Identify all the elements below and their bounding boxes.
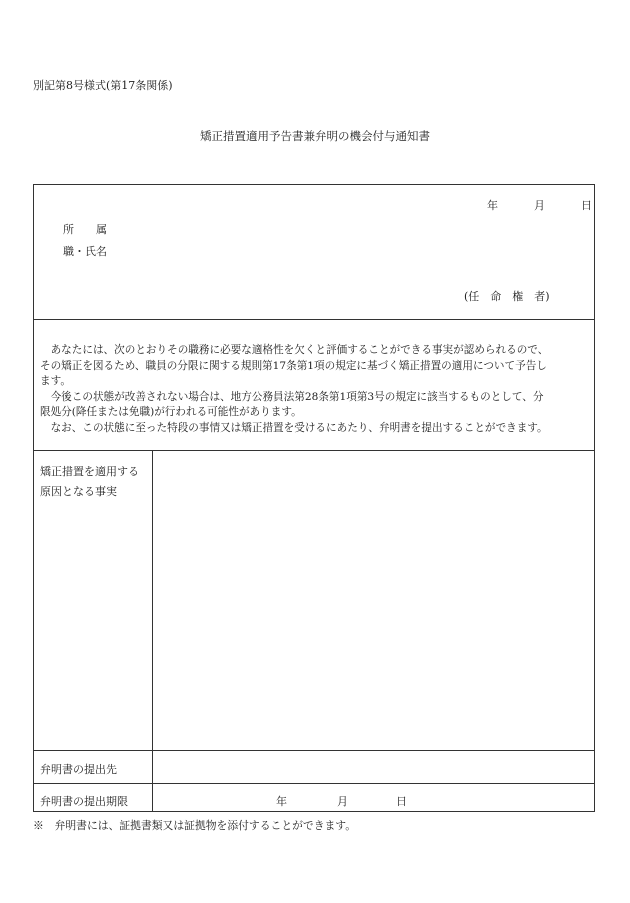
deadline-month-label: 月: [337, 795, 348, 808]
appointer-label: (任 命 権 者): [464, 290, 550, 303]
facts-label-line1: 矯正措置を適用する: [40, 465, 139, 478]
affiliation-label: 所 属: [63, 223, 107, 236]
divider: [34, 750, 594, 751]
column-divider: [152, 450, 153, 812]
name-label: 職・氏名: [63, 245, 107, 258]
divider: [34, 783, 594, 784]
notice-line: 限処分(降任または免職)が行われる可能性があります。: [40, 406, 302, 418]
notice-text: [40, 343, 588, 436]
notice-line: その矯正を図るため、職員の分限に関する規則第17条第1項の規定に基づく矯正措置の適用について予告し: [40, 359, 547, 372]
facts-field[interactable]: [156, 455, 588, 745]
document-title: 矯正措置適用予告書兼弁明の機会付与通知書: [200, 129, 430, 143]
form-table: [33, 184, 595, 812]
divider: [34, 450, 594, 451]
date-day-label: 日: [581, 199, 592, 212]
submit-to-label: 弁明書の提出先: [40, 763, 117, 776]
notice-line: ます。: [40, 375, 71, 387]
date-month-label: 月: [534, 199, 545, 212]
facts-label-line2: 原因となる事実: [40, 485, 117, 498]
submit-to-field[interactable]: [156, 754, 588, 780]
deadline-year-label: 年: [276, 795, 287, 808]
deadline-day-label: 日: [396, 795, 407, 808]
deadline-label: 弁明書の提出期限: [40, 795, 128, 808]
notice-line: 今後この状態が改善されない場合は、地方公務員法第28条第1項第3号の規定に該当するものとして、分: [50, 390, 544, 403]
form-reference: 別記第8号様式(第17条関係): [33, 79, 173, 92]
notice-line: なお、この状態に至った特段の事情又は矯正措置を受けるにあたり、弁明書を提出することができます。: [50, 421, 548, 434]
notice-line: あなたには、次のとおりその職務に必要な適格性を欠くと評価することができる事実が認められるので、: [50, 344, 549, 356]
divider: [34, 319, 594, 320]
date-year-label: 年: [487, 199, 498, 212]
footnote: ※ 弁明書には、証拠書類又は証拠物を添付することができます。: [33, 819, 357, 832]
